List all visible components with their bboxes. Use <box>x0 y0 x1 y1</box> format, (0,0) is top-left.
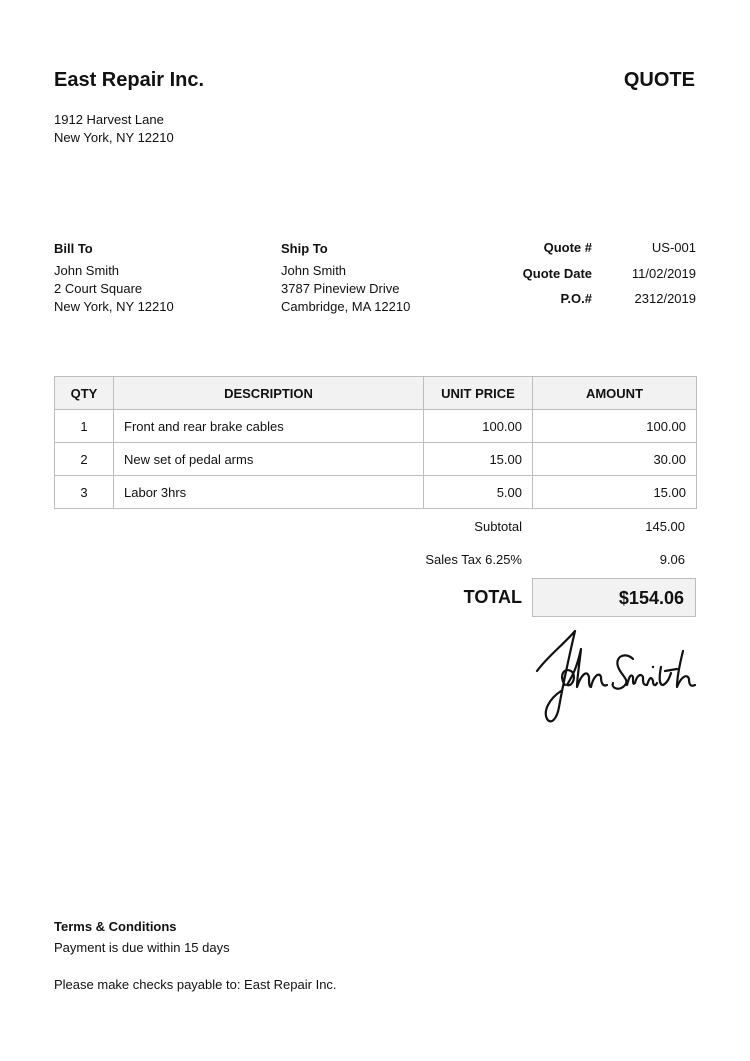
subtotal-value: 145.00 <box>645 519 685 534</box>
header-description: DESCRIPTION <box>114 377 424 410</box>
ship-to-block <box>281 240 410 316</box>
cell-qty: 2 <box>55 443 114 476</box>
totals-block <box>400 510 696 617</box>
company-address <box>54 111 174 147</box>
meta-label: P.O.# <box>560 291 592 306</box>
line-items-table <box>54 376 697 509</box>
meta-label: Quote # <box>543 240 592 255</box>
terms-heading: Terms & Conditions <box>54 919 177 934</box>
header-qty: QTY <box>55 377 114 410</box>
meta-row-po-number <box>480 291 696 317</box>
signature-stroke-j <box>537 631 575 721</box>
total-label: TOTAL <box>463 586 522 607</box>
cell-description: New set of pedal arms <box>114 443 424 476</box>
meta-value: 2312/2019 <box>634 291 696 306</box>
meta-row-quote-number <box>480 240 696 266</box>
meta-value: US-001 <box>651 240 696 255</box>
header-unit-price: UNIT PRICE <box>424 377 533 410</box>
cell-amount: 15.00 <box>533 476 697 509</box>
ship-to-heading: Ship To <box>281 241 328 256</box>
table-row <box>55 476 697 509</box>
company-address-line2: New York, NY 12210 <box>54 130 174 145</box>
header-amount: AMOUNT <box>533 377 697 410</box>
meta-label: Quote Date <box>522 265 592 281</box>
company-name: East Repair Inc. <box>54 69 205 91</box>
company-address-line1: 1912 Harvest Lane <box>54 112 164 127</box>
tax-value: 9.06 <box>659 552 685 567</box>
cell-qty: 1 <box>55 410 114 443</box>
cell-unit-price: 15.00 <box>424 443 533 476</box>
total-value: $154.06 <box>532 578 696 617</box>
bill-to-block <box>54 240 174 316</box>
subtotal-row <box>400 510 696 543</box>
total-row <box>400 577 696 617</box>
table-header-row <box>55 377 697 410</box>
bill-to-line2: New York, NY 12210 <box>54 299 174 314</box>
subtotal-label: Subtotal <box>474 519 522 534</box>
terms-line1: Payment is due within 15 days <box>54 940 230 955</box>
cell-description: Labor 3hrs <box>114 476 424 509</box>
meta-value: 11/02/2019 <box>631 265 696 281</box>
cell-amount: 30.00 <box>533 443 697 476</box>
tax-row <box>400 543 696 576</box>
cell-unit-price: 100.00 <box>424 410 533 443</box>
table-row <box>55 443 697 476</box>
signature-stroke-s <box>613 655 633 688</box>
terms-block <box>54 918 337 994</box>
ship-to-name: John Smith <box>281 263 347 278</box>
signature-image <box>533 627 697 727</box>
bill-to-name: John Smith <box>54 263 120 278</box>
bill-to-heading: Bill To <box>54 241 93 256</box>
tax-label: Sales Tax 6.25% <box>425 552 522 567</box>
cell-qty: 3 <box>55 476 114 509</box>
quote-meta <box>480 240 696 317</box>
terms-line2: Please make checks payable to: East Repair Inc. <box>54 977 337 992</box>
bill-to-line1: 2 Court Square <box>54 281 143 296</box>
signature-stroke-mith <box>627 651 695 687</box>
cell-description: Front and rear brake cables <box>114 410 424 443</box>
ship-to-line2: Cambridge, MA 12210 <box>281 299 411 314</box>
cell-amount: 100.00 <box>533 410 697 443</box>
table-row <box>55 410 697 443</box>
ship-to-line1: 3787 Pineview Drive <box>281 281 400 296</box>
cell-unit-price: 5.00 <box>424 476 533 509</box>
document-title: QUOTE <box>623 69 695 91</box>
meta-row-quote-date <box>480 266 696 292</box>
